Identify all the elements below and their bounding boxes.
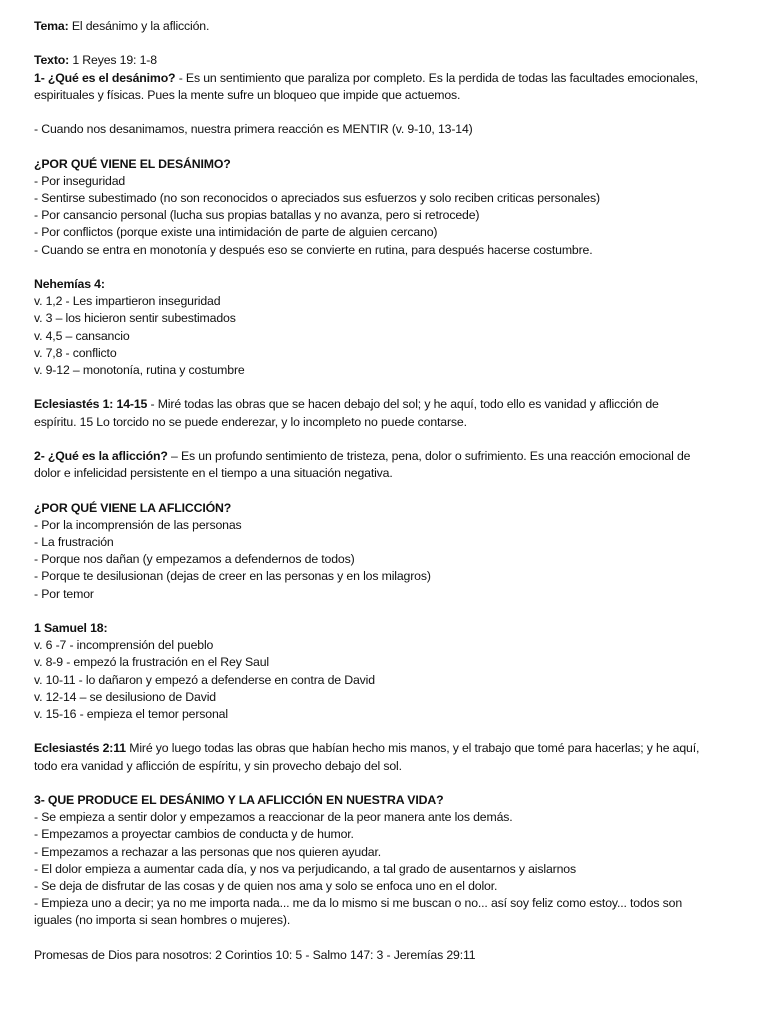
list-item: v. 3 – los hicieron sentir subestimados — [34, 311, 236, 326]
list-item: v. 7,8 - conflicto — [34, 345, 117, 360]
why-desanimo-heading: ¿POR QUÉ VIENE EL DESÁNIMO? — [34, 156, 231, 171]
topic-label: Tema: — [34, 19, 69, 33]
question-2-text: – Es un profundo sentimiento de tristeza, pena, dolor o sufrimiento. Es una reacción emocional de — [167, 448, 691, 463]
question-3-heading: 3- QUE PRODUCE EL DESÁNIMO Y LA AFLICCIÓN EN NUESTRA VIDA? — [34, 792, 444, 807]
list-item: v. 10-11 - lo dañaron y empezó a defenderse en contra de David — [34, 672, 375, 687]
question-1-label: 1- ¿Qué es el desánimo? — [34, 70, 176, 85]
question-1-text: - Es un sentimiento que paraliza por completo. Es la perdida de todas las facultades emocionales, — [175, 70, 699, 85]
question-2-line-2: dolor e infelicidad persistente en el tiempo a una situación negativa. — [34, 466, 393, 481]
promesas-line: Promesas de Dios para nosotros: 2 Corintios 10: 5 - Salmo 147: 3 - Jeremías 29:11 — [34, 947, 476, 962]
list-item: - Por la incomprensión de las personas — [34, 517, 242, 532]
list-item: - Se empieza a sentir dolor y empezamos a reaccionar de la peor manera ante los demás. — [34, 810, 513, 825]
nehemias-heading: Nehemías 4: — [34, 276, 105, 291]
list-item: - Empezamos a rechazar a las personas que nos quieren ayudar. — [34, 844, 381, 859]
why-afliccion-heading: ¿POR QUÉ VIENE LA AFLICCIÓN? — [34, 500, 232, 515]
topic-line — [34, 18, 738, 35]
text-reference-label: Texto: — [34, 53, 70, 68]
list-item: v. 1,2 - Les impartieron inseguridad — [34, 294, 221, 309]
text-reference-line — [34, 52, 738, 69]
eclesiastes-2-line-1 — [34, 740, 738, 757]
mentir-line: - Cuando nos desanimamos, nuestra primera reacción es MENTIR (v. 9-10, 13-14) — [34, 122, 473, 137]
list-item: - Cuando se entra en monotonía y después eso se convierte en rutina, para después hacerse costumbre. — [34, 242, 593, 257]
list-item: - Porque te desilusionan (dejas de creer en las personas y en los milagros) — [34, 569, 431, 584]
question-1-line-2: espirituales y físicas. Pues la mente sufre un bloqueo que impide que actuemos. — [34, 87, 461, 102]
eclesiastes-2-label: Eclesiastés 2:11 — [34, 741, 126, 756]
list-item: - Por conflictos (porque existe una intimidación de parte de alguien cercano) — [34, 225, 438, 240]
eclesiastes-2-line-2: todo era vanidad y aflicción de espíritu, y sin provecho debajo del sol. — [34, 758, 402, 773]
list-item: v. 8-9 - empezó la frustración en el Rey Saul — [34, 655, 269, 670]
eclesiastes-1-line-2: espíritu. 15 Lo torcido no se puede enderezar, y lo incompleto no puede contarse. — [34, 414, 467, 429]
list-item: - Por cansancio personal (lucha sus propias batallas y no avanza, pero si retrocede) — [34, 208, 480, 223]
topic-text: El desánimo y la aflicción. — [68, 19, 210, 33]
question-1-line-1 — [34, 70, 738, 87]
list-item: - Porque nos dañan (y empezamos a defendernos de todos) — [34, 552, 355, 567]
list-item: - Empezamos a proyectar cambios de conducta y de humor. — [34, 827, 354, 842]
list-item: - Por temor — [34, 586, 94, 601]
text-reference-value: 1 Reyes 19: 1-8 — [69, 53, 157, 68]
list-item: v. 15-16 - empieza el temor personal — [34, 707, 228, 721]
eclesiastes-2-text: Miré yo luego todas las obras que habían hecho mis manos, y el trabajo que tomé para hacerlas; y he aquí, — [125, 741, 700, 756]
list-item: - La frustración — [34, 534, 114, 549]
list-item: - Sentirse subestimado (no son reconocidos o apreciados sus esfuerzos y solo reciben criticas personales) — [34, 190, 600, 205]
list-item: v. 9-12 – monotonía, rutina y costumbre — [34, 363, 245, 377]
list-item: v. 4,5 – cansancio — [34, 328, 130, 343]
list-item: v. 12-14 – se desilusiono de David — [34, 689, 216, 704]
list-item: - Se deja de disfrutar de las cosas y de quien nos ama y solo se enfoca uno en el dolor. — [34, 879, 498, 893]
list-item: - Por inseguridad — [34, 173, 126, 188]
samuel-heading: 1 Samuel 18: — [34, 620, 108, 635]
eclesiastes-1-text: - Miré todas las obras que se hacen debajo del sol; y he aquí, todo ello es vanidad y aflicción de — [147, 397, 659, 412]
list-item: v. 6 -7 - incomprensión del pueblo — [34, 638, 214, 653]
list-item: - El dolor empieza a aumentar cada día, y nos va perjudicando, a tal grado de ausentarnos y aislarnos — [34, 861, 576, 876]
eclesiastes-1-label: Eclesiastés 1: 14-15 — [34, 397, 148, 412]
eclesiastes-1-line-1 — [34, 396, 738, 413]
list-item: - Empieza uno a decir; ya no me importa nada... me da lo mismo si me buscan o no... así soy feliz como estoy... todos son — [34, 896, 683, 911]
question-2-line-1 — [34, 448, 738, 465]
list-item: iguales (no importa si sean hombres o mujeres). — [34, 913, 291, 928]
question-2-label: 2- ¿Qué es la aflicción? — [34, 448, 168, 463]
